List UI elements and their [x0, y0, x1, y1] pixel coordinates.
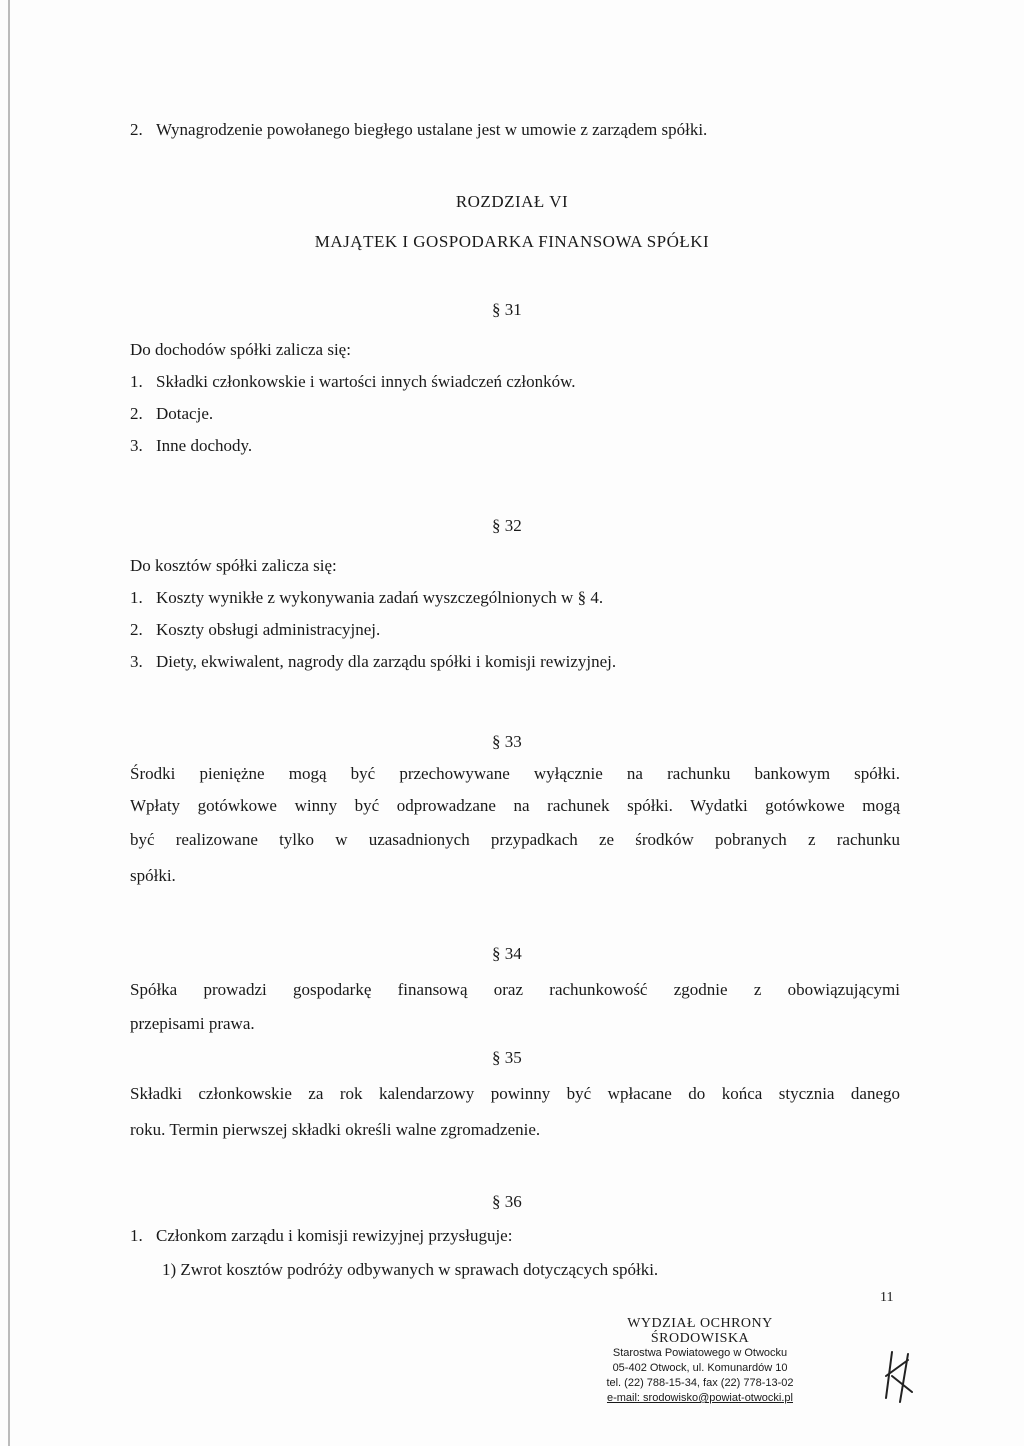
section-intro: Do kosztów spółki zalicza się: [130, 556, 337, 575]
scan-edge [8, 0, 10, 1446]
list-item: 1. Członkom zarządu i komisji rewizyjnej przysługuje: [130, 1226, 513, 1245]
chapter-number: ROZDZIAŁ VI [455, 192, 569, 211]
chapter-title: MAJĄTEK I GOSPODARKA FINANSOWA SPÓŁKI [314, 232, 710, 251]
paragraph-line: roku. Termin pierwszej składki określi walne zgromadzenie. [130, 1120, 541, 1139]
stamp-line: Starostwa Powiatowego w Otwocku [612, 1347, 788, 1359]
section-heading-33: § 33 [492, 732, 522, 751]
paragraph-line: spółki. [130, 866, 176, 885]
paragraph-item-2: 2. Wynagrodzenie powołanego biegłego ustalane jest w umowie z zarządem spółki. [130, 120, 708, 139]
paragraph-line: Środki pieniężne mogą być przechowywane wyłącznie na rachunku bankowym spółki. [130, 764, 900, 783]
section-heading-31: § 31 [492, 300, 522, 319]
office-stamp [560, 1316, 840, 1406]
paragraph-text: Wynagrodzenie powołanego biegłego ustalane jest w umowie z zarządem spółki. [156, 120, 708, 139]
section-heading-32: § 32 [492, 516, 522, 535]
paragraph-line: przepisami prawa. [130, 1014, 255, 1033]
list-item: 1. Składki członkowskie i wartości innych świadczeń członków. [130, 372, 576, 391]
handwritten-signature [878, 1346, 928, 1406]
list-item: 2. Koszty obsługi administracyjnej. [130, 620, 381, 639]
paragraph-line: Składki członkowskie za rok kalendarzowy powinny być wpłacane do końca stycznia danego [130, 1084, 900, 1103]
sub-list-item: 1) Zwrot kosztów podróży odbywanych w sprawach dotyczących spółki. [162, 1260, 659, 1279]
stamp-line: e-mail: srodowisko@powiat-otwocki.pl [606, 1392, 793, 1404]
stamp-line: 05-402 Otwock, ul. Komunardów 10 [612, 1362, 788, 1374]
list-item: 2. Dotacje. [130, 404, 214, 423]
section-intro: Do dochodów spółki zalicza się: [130, 340, 351, 359]
section-heading-35: § 35 [492, 1048, 522, 1067]
section-heading-36: § 36 [492, 1192, 522, 1211]
section-heading-34: § 34 [492, 944, 522, 963]
list-item: 1. Koszty wynikłe z wykonywania zadań wyszczególnionych w § 4. [130, 588, 604, 607]
page-number: 11 [880, 1290, 894, 1305]
paragraph-line: być realizowane tylko w uzasadnionych przypadkach ze środków pobranych z rachunku [130, 830, 900, 849]
list-item: 3. Inne dochody. [130, 436, 253, 455]
stamp-line: ŚRODOWISKA [650, 1331, 750, 1346]
stamp-line: WYDZIAŁ OCHRONY [627, 1316, 773, 1331]
list-item: 3. Diety, ekwiwalent, nagrody dla zarządu spółki i komisji rewizyjnej. [130, 652, 617, 671]
paragraph-line: Spółka prowadzi gospodarkę finansową oraz rachunkowość zgodnie z obowiązującymi [130, 980, 900, 999]
paragraph-line: Wpłaty gotówkowe winny być odprowadzane na rachunek spółki. Wydatki gotówkowe mogą [130, 796, 900, 815]
stamp-line: tel. (22) 788-15-34, fax (22) 778-13-02 [606, 1377, 794, 1389]
